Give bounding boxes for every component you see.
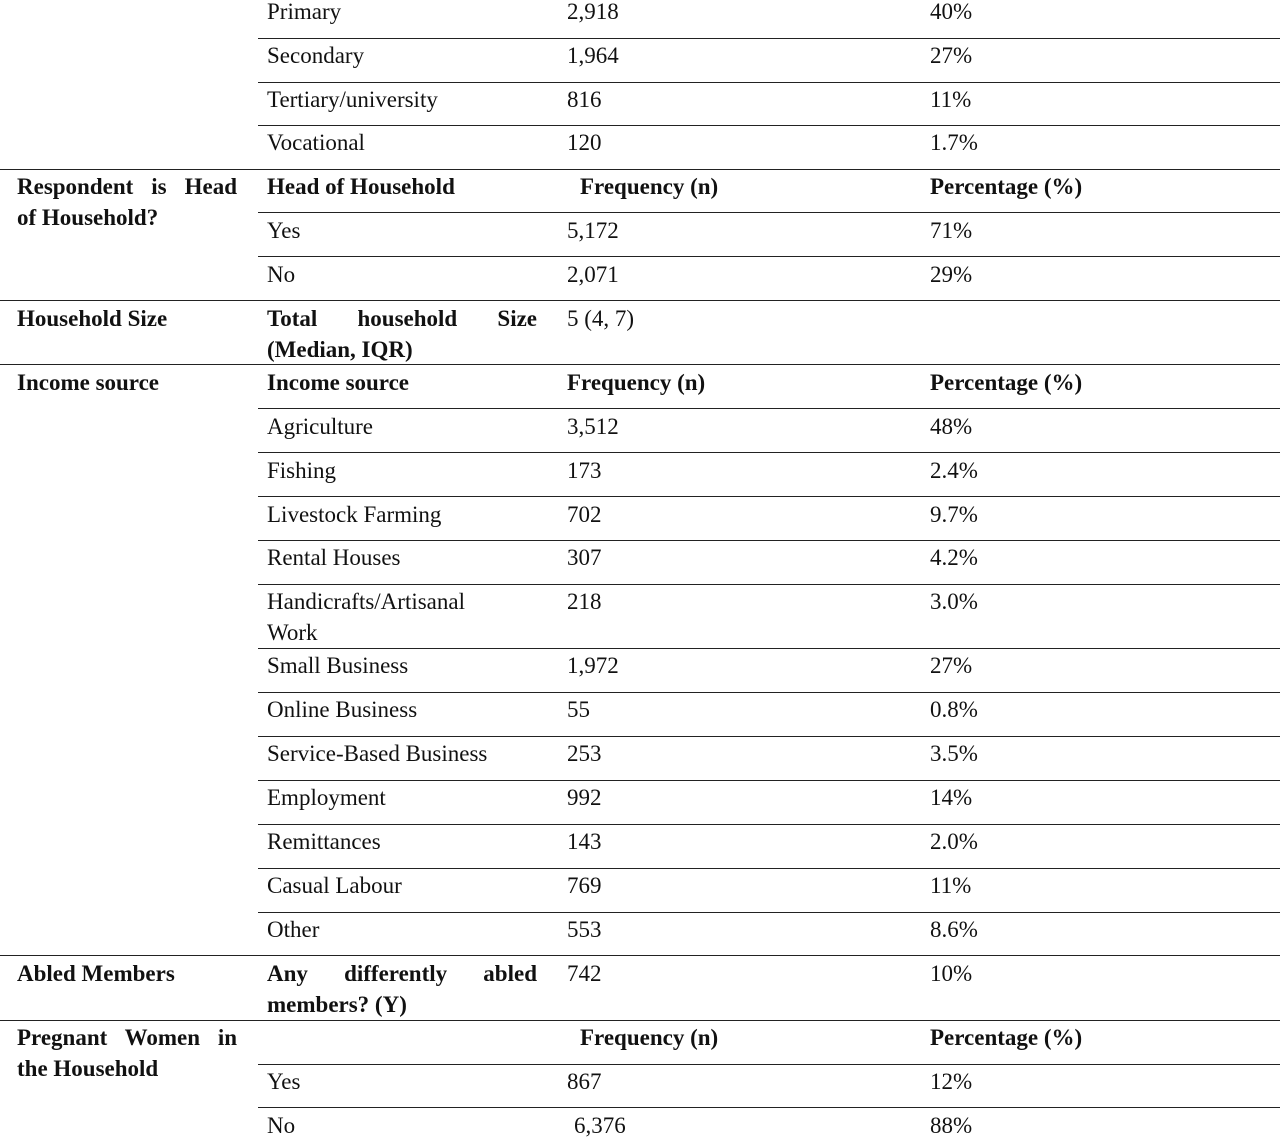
- column-header-percentage: Percentage (%): [930, 370, 1083, 395]
- row-percentage: 14%: [930, 785, 973, 810]
- row-percentage: 12%: [930, 1069, 973, 1094]
- row-label: Small Business: [267, 653, 409, 678]
- row-divider: [258, 1107, 1280, 1108]
- row-frequency: 702: [567, 502, 602, 527]
- row-label: Primary: [267, 0, 342, 24]
- row-divider: [258, 256, 1280, 257]
- row-percentage: 2.0%: [930, 829, 978, 854]
- row-label: Other: [267, 917, 320, 942]
- row-label: Any differently abled members? (Y): [267, 961, 537, 1017]
- row-frequency: 1,972: [567, 653, 619, 678]
- row-percentage: 88%: [930, 1113, 973, 1138]
- row-frequency: 867: [567, 1069, 602, 1094]
- row-frequency: 2,918: [567, 0, 619, 24]
- row-frequency: 5,172: [567, 218, 619, 243]
- row-label: Tertiary/university: [267, 87, 438, 112]
- row-divider: [258, 736, 1280, 737]
- row-percentage: 48%: [930, 414, 973, 439]
- row-label: Yes: [267, 218, 301, 243]
- column-header-label: Head of Household: [267, 174, 455, 199]
- category-label: Pregnant Women in the Household: [17, 1025, 237, 1081]
- row-label: Fishing: [267, 458, 337, 483]
- row-label: No: [267, 1113, 296, 1138]
- column-header-frequency: Frequency (n): [580, 174, 719, 199]
- row-percentage: 27%: [930, 653, 973, 678]
- row-divider: [258, 824, 1280, 825]
- section-divider: [0, 955, 1280, 956]
- row-percentage: 27%: [930, 43, 973, 68]
- row-divider: [258, 692, 1280, 693]
- row-divider: [258, 912, 1280, 913]
- row-label: Online Business: [267, 697, 418, 722]
- row-percentage: 1.7%: [930, 130, 978, 155]
- row-divider: [258, 452, 1280, 453]
- row-frequency: 816: [567, 87, 602, 112]
- category-label: Respondent is Head of Household?: [17, 174, 237, 230]
- row-label: Secondary: [267, 43, 365, 68]
- row-percentage: 3.5%: [930, 741, 978, 766]
- section-divider: [0, 300, 1280, 301]
- row-percentage: 29%: [930, 262, 973, 287]
- row-frequency: 1,964: [567, 43, 619, 68]
- row-divider: [258, 780, 1280, 781]
- category-label: Abled Members: [17, 961, 175, 986]
- row-frequency: 742: [567, 961, 602, 986]
- row-frequency: 253: [567, 741, 602, 766]
- row-percentage: 11%: [930, 87, 972, 112]
- row-divider: [258, 648, 1280, 649]
- category-label: Household Size: [17, 306, 168, 331]
- section-divider: [0, 364, 1280, 365]
- row-value: 5 (4, 7): [567, 306, 635, 331]
- row-percentage: 2.4%: [930, 458, 978, 483]
- row-label: Casual Labour: [267, 873, 402, 898]
- row-frequency: 173: [567, 458, 602, 483]
- row-frequency: 992: [567, 785, 602, 810]
- row-label: Total household Size (Median, IQR): [267, 306, 537, 362]
- row-label: Rental Houses: [267, 545, 401, 570]
- row-frequency: 120: [567, 130, 602, 155]
- row-percentage: 4.2%: [930, 545, 978, 570]
- row-frequency: 3,512: [567, 414, 619, 439]
- row-label: Yes: [267, 1069, 301, 1094]
- row-percentage: 40%: [930, 0, 973, 24]
- row-divider: [258, 584, 1280, 585]
- row-divider: [258, 212, 1280, 213]
- row-frequency: 2,071: [567, 262, 619, 287]
- row-percentage: 0.8%: [930, 697, 978, 722]
- row-frequency: 143: [567, 829, 602, 854]
- row-percentage: 11%: [930, 873, 972, 898]
- row-divider: [258, 125, 1280, 126]
- column-header-frequency: Frequency (n): [580, 1025, 719, 1050]
- row-label: Vocational: [267, 130, 365, 155]
- row-divider: [258, 496, 1280, 497]
- row-percentage: 8.6%: [930, 917, 978, 942]
- row-percentage: 10%: [930, 961, 973, 986]
- column-header-percentage: Percentage (%): [930, 174, 1083, 199]
- row-percentage: 9.7%: [930, 502, 978, 527]
- column-header-frequency: Frequency (n): [567, 370, 706, 395]
- section-divider: [0, 1020, 1280, 1021]
- row-percentage: 3.0%: [930, 589, 978, 614]
- row-divider: [258, 408, 1280, 409]
- row-label: Livestock Farming: [267, 502, 442, 527]
- row-label: Service-Based Business: [267, 741, 488, 766]
- row-frequency: 55: [567, 697, 590, 722]
- row-frequency: 553: [567, 917, 602, 942]
- row-label: Remittances: [267, 829, 381, 854]
- category-label: Income source: [17, 370, 160, 395]
- row-divider: [258, 1064, 1280, 1065]
- row-divider: [258, 540, 1280, 541]
- row-frequency: 307: [567, 545, 602, 570]
- section-divider: [0, 169, 1280, 170]
- row-frequency: 218: [567, 589, 602, 614]
- row-divider: [258, 38, 1280, 39]
- row-percentage: 71%: [930, 218, 973, 243]
- row-label: Agriculture: [267, 414, 374, 439]
- column-header-label: Income source: [267, 370, 410, 395]
- row-frequency: 769: [567, 873, 602, 898]
- row-label: Handicrafts/Artisanal Work: [267, 589, 465, 645]
- row-label: No: [267, 262, 296, 287]
- row-divider: [258, 868, 1280, 869]
- row-divider: [258, 82, 1280, 83]
- row-label: Employment: [267, 785, 386, 810]
- row-frequency: 6,376: [574, 1113, 626, 1138]
- column-header-percentage: Percentage (%): [930, 1025, 1083, 1050]
